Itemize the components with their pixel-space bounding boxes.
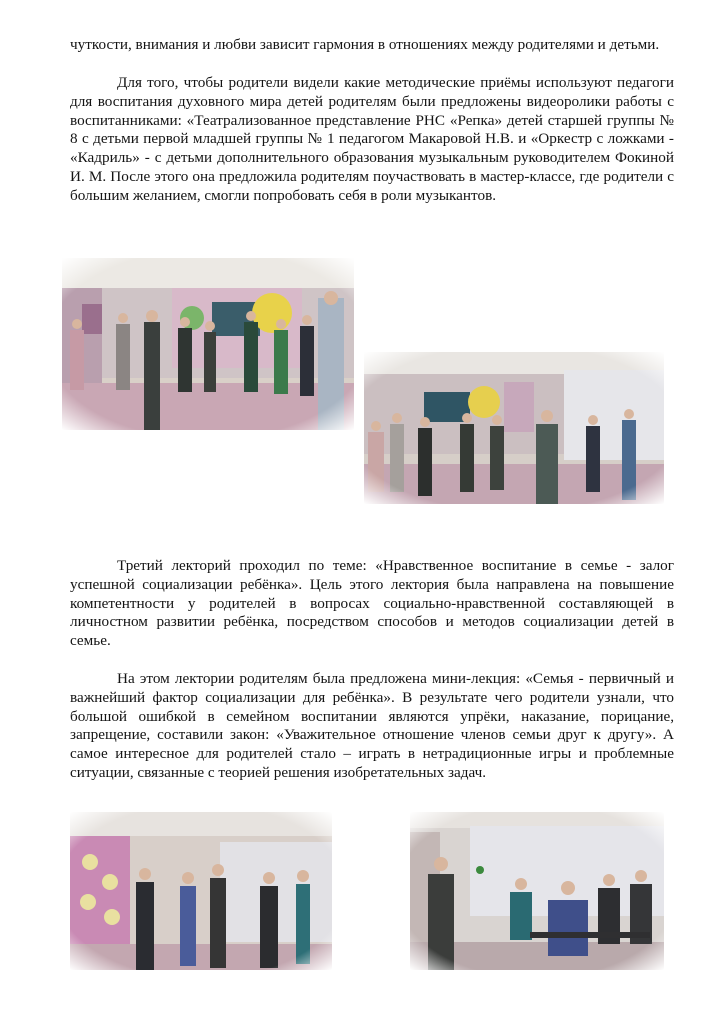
paragraph-continuation: чуткости, внимания и любви зависит гармония в отношениях между родителями и детьми. (70, 36, 660, 53)
paragraph-third-lecture: Третий лекторий проходил по теме: «Нравственное воспитание в семье - залог успешной социализации ребёнка». Цель этого лектория была направлена на повышение компетентности у родителей в вопросах социально-нравственной составляющей в личностном развитии ребёнка, посредством способов и методов социализации детей в семье. (70, 557, 674, 650)
photo-master-class-1 (62, 258, 354, 430)
paragraph-video-workshop: Для того, чтобы родители видели какие методические приёмы используют педагоги для воспитания духовного мира детей родителям были предложены видеоролики работы с воспитанниками: «Театрализованное представление РНС «Репка» детей старшей группы № 8 с детьми первой младшей группы № 1 педагогом Макаровой Н.В. и «Оркестр с ложками - «Кадриль» - с детьми дополнительного образования музыкальным руководителем Фокиной И. М. После этого она предложила родителям поучаствовать в мастер-классе, где родители с большим желанием, смогли попробовать себя в роли музыкантов. (70, 74, 674, 204)
photo-games-2 (410, 812, 664, 970)
photo-games-1 (70, 812, 332, 970)
paragraph-mini-lecture: На этом лектории родителям была предложена мини-лекция: «Семья - первичный и важнейший фактор социализации для ребёнка». В результате чего родители узнали, что большой ошибкой в семейном воспитании являются упрёки, наказание, порицание, запрещение, составили закон: «Уважительное отношение членов семьи друг к другу». А самое интересное для родителей стало – играть в нетрадиционные игры и проблемные ситуации, связанные с теорией решения изобретательных задач. (70, 670, 674, 781)
photo-master-class-2 (364, 352, 664, 504)
